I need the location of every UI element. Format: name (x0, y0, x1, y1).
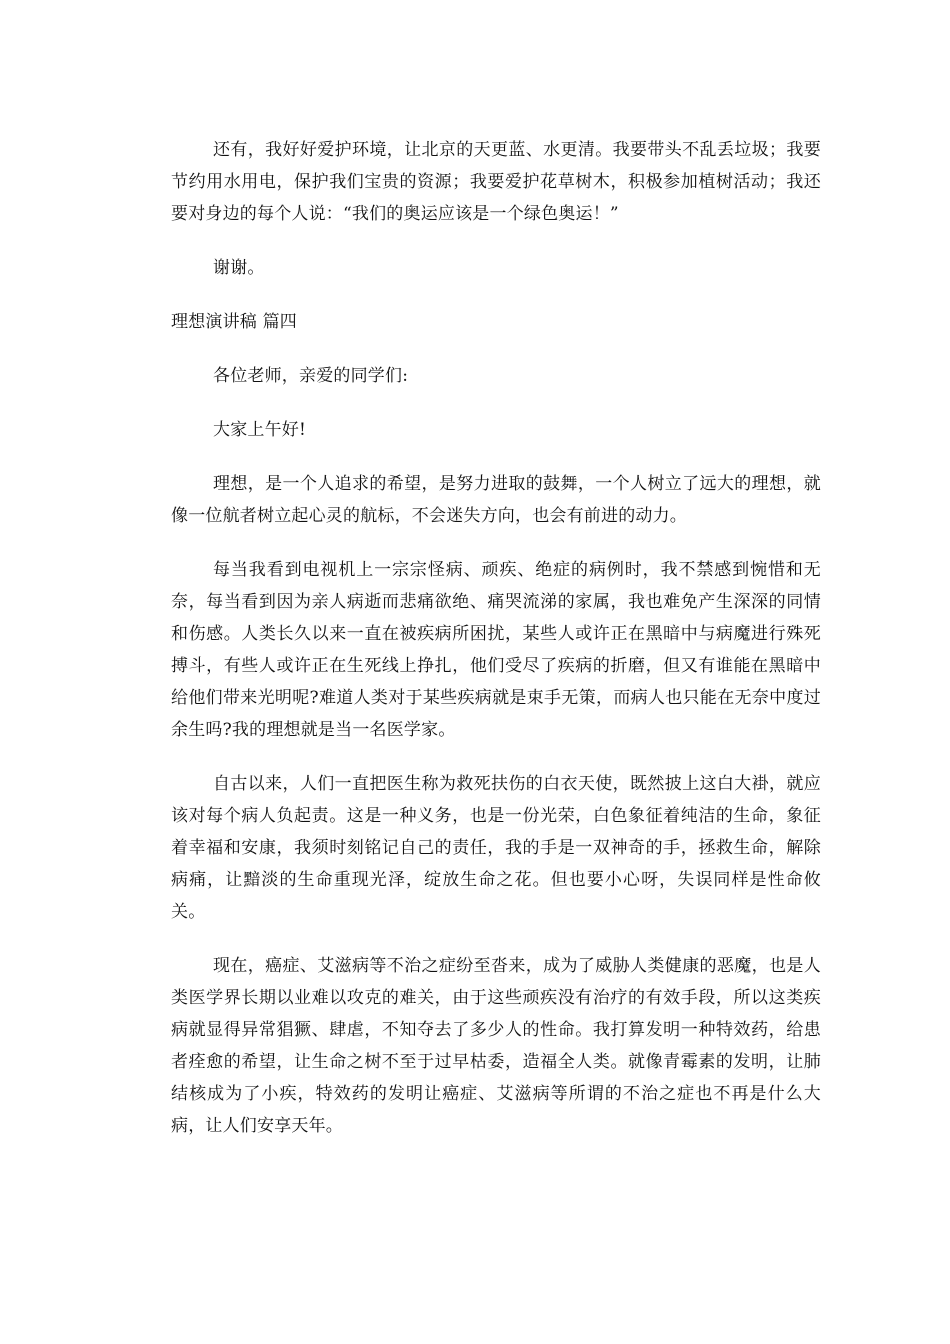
section-heading: 理想演讲稿 篇四 (171, 312, 298, 332)
paragraph-ideal-definition: 理想，是一个人追求的希望，是努力进取的鼓舞，一个人树立了远大的理想，就像一位航者树立起心灵的航标，不会迷失方向，也会有前进的动力。 (171, 474, 821, 526)
paragraph-doctor-duty: 自古以来，人们一直把医生称为救死扶伤的白衣天使，既然披上这白大褂，就应该对每个病人负起责。这是一种义务，也是一份光荣，白色象征着纯洁的生命，象征着幸福和安康，我须时刻铭记自己的责任，我的手是一双神奇的手，拯救生命，解除病痛，让黯淡的生命重现光泽，绽放生命之花。但也要小心呀，失误同样是性命攸关。 (171, 774, 821, 922)
paragraph-thanks: 谢谢。 (213, 258, 265, 278)
paragraph-greeting: 各位老师，亲爱的同学们: (213, 366, 409, 386)
paragraph-medicine-goal: 现在，癌症、艾滋病等不治之症纷至沓来，成为了威胁人类健康的恶魔，也是人类医学界长期以业难以攻克的难关，由于这些顽疾没有治疗的有效手段，所以这类疾病就显得异常猖獗、肆虐，不知夺去了多少人的性命。我打算发明一种特效药，给患者痊愈的希望，让生命之树不至于过早枯委，造福全人类。就像青霉素的发明，让肺结核成为了小疾，特效药的发明让癌症、艾滋病等所谓的不治之症也不再是什么大病，让人们安享天年。 (171, 956, 821, 1136)
document-body (171, 134, 821, 1142)
paragraph-good-morning: 大家上午好! (213, 420, 307, 440)
paragraph-environment: 还有，我好好爱护环境，让北京的天更蓝、水更清。我要带头不乱丢垃圾；我要节约用水用电，保护我们宝贵的资源；我要爱护花草树木，积极参加植树活动；我还要对身边的每个人说：“我们的奥运应该是一个绿色奥运！” (171, 140, 821, 224)
paragraph-disease-concern: 每当我看到电视机上一宗宗怪病、顽疾、绝症的病例时，我不禁感到惋惜和无奈，每当看到因为亲人病逝而悲痛欲绝、痛哭流涕的家属，我也难免产生深深的同情和伤感。人类长久以来一直在被疾病所困扰，某些人或许正在黑暗中与病魔进行殊死搏斗，有些人或许正在生死线上挣扎，他们受尽了疾病的折磨，但又有谁能在黑暗中给他们带来光明呢?难道人类对于某些疾病就是束手无策，而病人也只能在无奈中度过余生吗?我的理想就是当一名医学家。 (171, 560, 821, 740)
